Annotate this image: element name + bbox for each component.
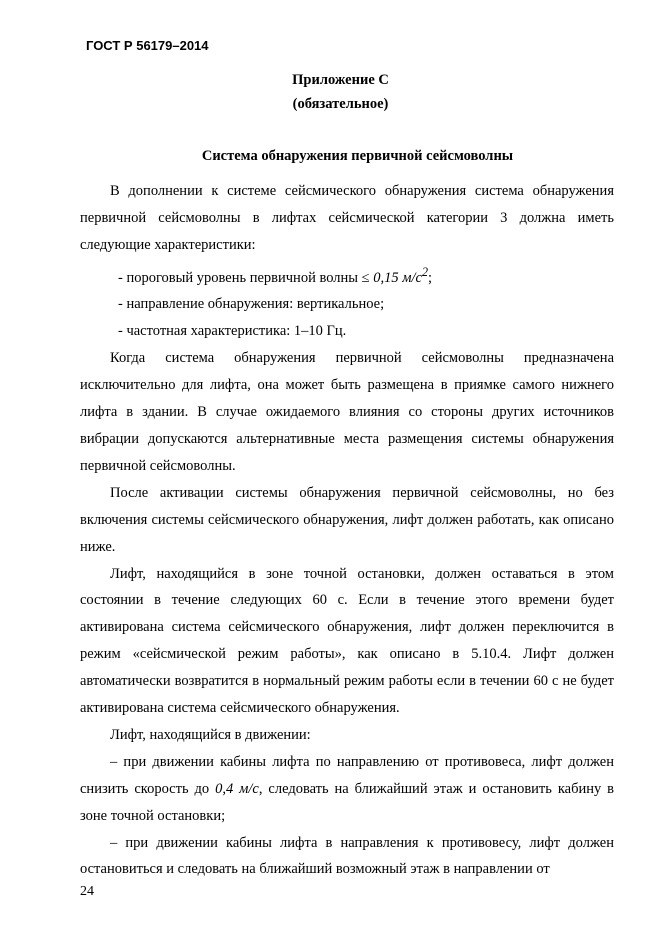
- list-item-threshold: [80, 259, 614, 292]
- list-item-suffix: ;: [427, 269, 433, 286]
- threshold-exponent: 2: [421, 264, 428, 279]
- page-number: 24: [80, 884, 94, 899]
- document-code-header: ГОСТ Р 56179–2014: [86, 38, 209, 53]
- paragraph-text-rest: , следовать на ближайший этаж и остановить кабину в зоне точной остановки;: [80, 780, 614, 824]
- speed-value: 0,4 м/с: [215, 780, 259, 797]
- paragraph-text: – при движении кабины лифта по направлению от противовеса, лифт должен снизить скорость до: [80, 753, 614, 797]
- paragraph-stop-zone: Лифт, находящийся в зоне точной остановки, должен оставаться в этом состоянии в течение следующих 60 с. Если в течение этого времени будет активирована система сейсмического обнаружения, лифт должен переключится в режим «сейсмической режим работы», как описано в 5.10.4. Лифт должен автоматически возвратится в нормальный режим работы если в течении 60 с не будет активирована система сейсмического обнаружения.: [80, 565, 614, 717]
- threshold-value: 0,15 м/с: [373, 269, 422, 286]
- paragraph-intro: В дополнении к системе сейсмического обнаружения система обнаружения первичной сейсмоволны в лифтах сейсмической категории 3 должна иметь следующие характеристики:: [80, 183, 614, 253]
- section-title: Система обнаружения первичной сейсмоволны: [201, 148, 514, 164]
- paragraph-towards-counterweight: – при движении кабины лифта в направления к противовесу, лифт должен остановиться и следовать на ближайший возможный этаж в направлении от: [80, 834, 614, 878]
- appendix-title: Приложение С: [292, 72, 389, 88]
- list-item-frequency: - частотная характеристика: 1–10 Гц.: [118, 323, 347, 340]
- list-item-direction: - направление обнаружения: вертикальное;: [118, 296, 385, 313]
- appendix-status: (обязательное): [292, 96, 389, 112]
- document-body: [80, 178, 614, 883]
- paragraph-in-motion: Лифт, находящийся в движении:: [110, 726, 311, 743]
- paragraph-activation: После активации системы обнаружения первичной сейсмоволны, но без включения системы сейсмического обнаружения, лифт должен работать, как описано ниже.: [80, 484, 614, 555]
- paragraph-away-from-counterweight: [80, 749, 614, 830]
- list-item-text: - пороговый уровень первичной волны ≤: [118, 269, 374, 286]
- paragraph-placement: Когда система обнаружения первичной сейсмоволны предназначена исключительно для лифта, она может быть размещена в приямке самого нижнего лифта в здании. В случае ожидаемого влияния со стороны других источников вибрации допускаются альтернативные места размещения системы обнаружения первичной сейсмоволны.: [80, 350, 614, 474]
